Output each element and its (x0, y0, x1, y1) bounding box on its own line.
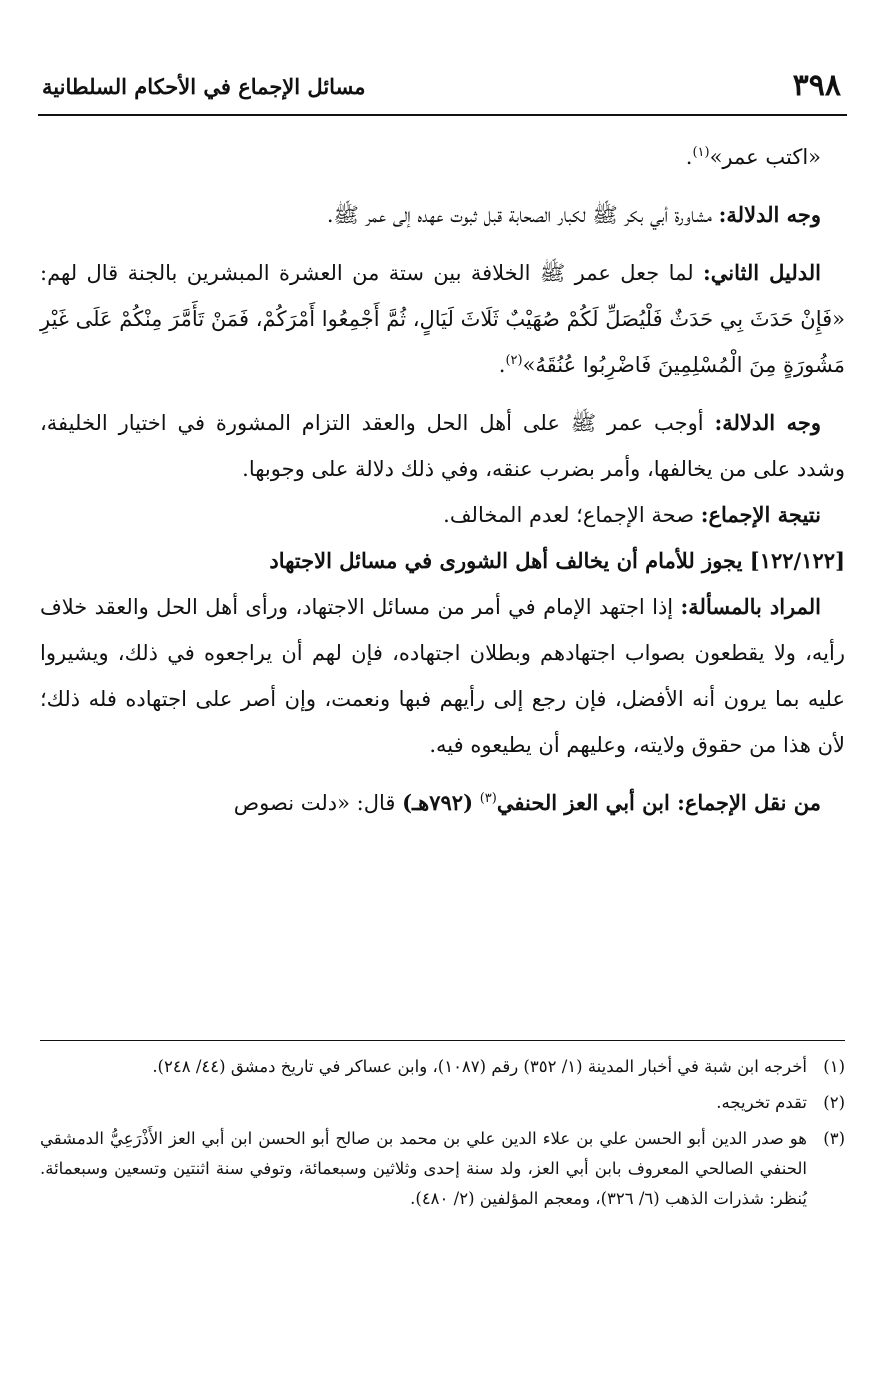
running-title: مسائل الإجماع في الأحكام السلطانية (42, 74, 366, 99)
footnote-number: (٢) (823, 1093, 845, 1112)
page-number: ٣٩٨ (792, 68, 841, 103)
main-text (40, 134, 845, 826)
punctuation: . (685, 145, 693, 169)
paragraph-text: إذا اجتهد الإمام في أمر من مسائل الاجتهاد، ورأى أهل الحل والعقد خلاف رأيه، ولا يقطعون بصواب اجتهادهم وبطلان اجتهاده، فإن لهم أن يراجعوه في ذلك، ويشيروا عليه بما يرون أنه الأفضل، فإن رجع إلى رأيهم فبها ونعمت، وإن أصر على اجتهاده فله ذلك؛ لأن هذا من حقوق ولايته، وعليهم أن يطيعوه فيه. (40, 595, 845, 757)
paragraph-text: مشاورة أبي بكر ﷺ لكبار الصحابة قبل ثبوت عهده إلى عمر ﷺ. (326, 203, 712, 227)
paragraph-label: من نقل الإجماع: ابن أبي العز الحنفي (496, 790, 821, 815)
footnote-item (40, 1124, 845, 1214)
footnote-ref: (٢) (505, 353, 523, 368)
footnote-divider (40, 1040, 845, 1041)
footnote-number: (٣) (823, 1129, 845, 1148)
footnote-item (40, 1052, 845, 1082)
paragraph-label: الدليل الثاني: (703, 260, 821, 285)
footnotes (40, 1052, 845, 1220)
footnote-number: (١) (823, 1057, 845, 1076)
paragraph-consensus-result (40, 492, 845, 538)
punctuation: . (498, 353, 506, 377)
footnote-text: هو صدر الدين أبو الحسن علي بن علاء الدين علي بن محمد بن صالح أبو الحسن ابن أبي العز الأَذْرَعِيُّ الدمشقي الحنفي الصالحي المعروف بابن أبي العز، ولد سنة إحدى وثلاثين وسبعمائة، وتوفي سنة اثنتين وتسعين وسبعمائة. يُنظر: شذرات الذهب (٦/ ٣٢٦)، ومعجم المؤلفين (٢/ ٤٨٠). (40, 1129, 807, 1208)
paragraph-transmitter (40, 780, 845, 826)
paragraph-quote (40, 134, 845, 180)
footnote-ref: (٣) (479, 791, 497, 806)
quote-text: «اكتب عمر» (709, 145, 821, 169)
section-heading: [١٢٢/١٢٢] يجوز للأمام أن يخالف أهل الشورى في مسائل الاجتهاد (269, 548, 845, 573)
paragraph-text: صحة الإجماع؛ لعدم المخالف. (443, 503, 695, 527)
footnote-text: تقدم تخريجه. (716, 1093, 807, 1112)
paragraph-second-proof (40, 250, 845, 388)
page-header (38, 62, 847, 116)
footnote-item (40, 1088, 845, 1118)
paragraph-issue-meaning (40, 584, 845, 768)
paragraph-evidence-1 (40, 192, 845, 238)
paragraph-text: أوجب عمر ﷺ على أهل الحل والعقد التزام المشورة في اختيار الخليفة، وشدد على من يخالفها، وأمر بضرب عنقه، وفي ذلك دلالة على وجوبها. (40, 411, 845, 481)
paragraph-label: وجه الدلالة: (714, 410, 821, 435)
footnote-ref: (١) (692, 145, 710, 160)
paragraph-evidence-2 (40, 400, 845, 492)
paragraph-text: قال: «دلت نصوص (233, 791, 396, 815)
paragraph-label: وجه الدلالة: (718, 202, 821, 227)
paragraph-text: لما جعل عمر ﷺ الخلافة بين ستة من العشرة المبشرين بالجنة قال لهم: «فَإِنْ حَدَثَ بِي حَدَثٌ فَلْيُصَلِّ لَكُمْ صُهَيْبٌ ثَلَاثَ لَيَالٍ، ثُمَّ أَجْمِعُوا أَمْرَكُمْ، فَمَنْ تَأَمَّرَ مِنْكُمْ عَلَى غَيْرِ مَشُورَةٍ مِنَ الْمُسْلِمِينَ فَاضْرِبُوا عُنُقَهُ» (40, 261, 845, 377)
paragraph-label: نتيجة الإجماع: (700, 502, 821, 527)
footnote-text: أخرجه ابن شبة في أخبار المدينة (١/ ٣٥٢) رقم (١٠٨٧)، وابن عساكر في تاريخ دمشق (٤٤/ ٢٤٨). (152, 1057, 807, 1076)
paragraph-label: المراد بالمسألة: (680, 594, 822, 619)
death-year: (٧٩٢هـ) (402, 790, 474, 815)
